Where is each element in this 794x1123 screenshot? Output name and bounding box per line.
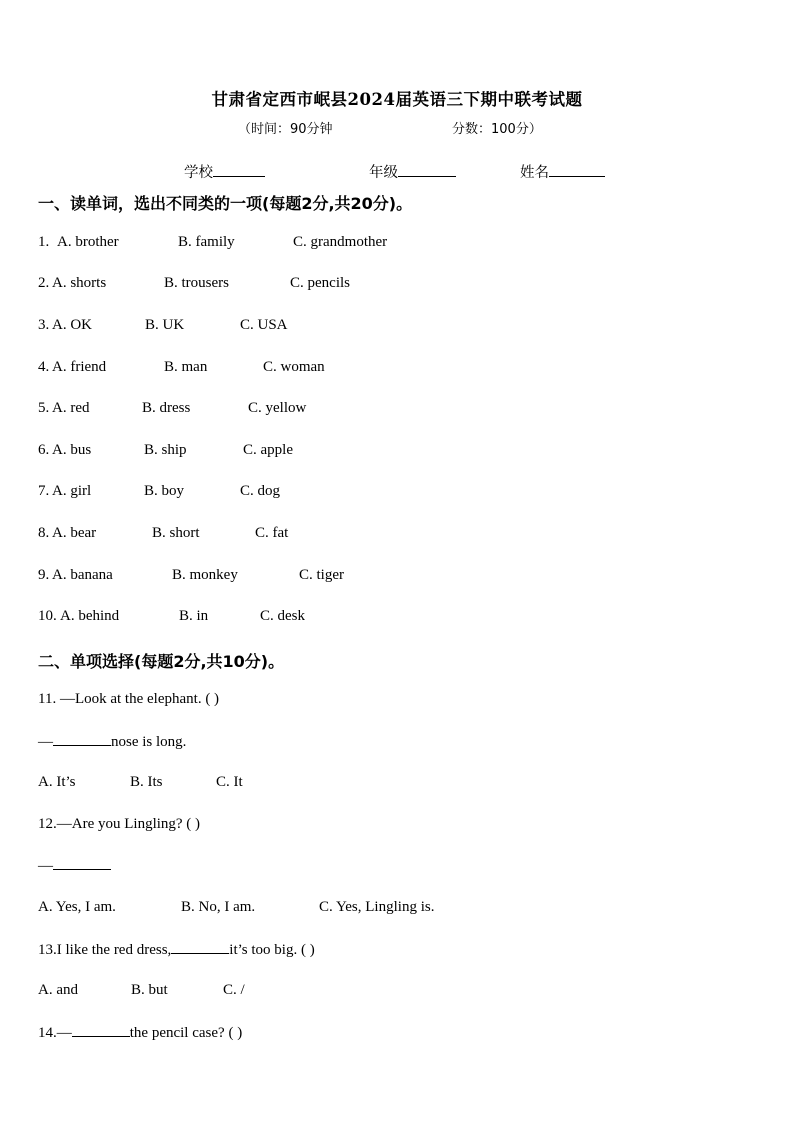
q4-option-b: B. man: [164, 359, 208, 375]
q13-option-c: C. /: [223, 982, 245, 998]
q10-option-b: B. in: [179, 608, 209, 624]
q11-option-c: C. It: [216, 774, 243, 790]
q3-number: 3.: [38, 317, 50, 333]
q13-stem-end: it’s too big. ( ): [229, 942, 315, 958]
q3-option-a: A. OK: [52, 317, 92, 333]
q14-stem-start: 14.—: [38, 1025, 72, 1041]
q10-number: 10.: [38, 608, 57, 624]
q8-option-a: A. bear: [52, 525, 97, 541]
q13-stem-start: 13.I like the red dress,: [38, 942, 172, 958]
q4-option-c: C. woman: [263, 359, 325, 375]
exam-score: 分数：100分）: [452, 122, 542, 137]
q4-option-a: A. friend: [52, 359, 107, 375]
q11-dash: —: [38, 734, 53, 750]
q1-option-c: C. grandmother: [293, 234, 388, 250]
q2-number: 2.: [38, 275, 50, 291]
q11-line-text: nose is long.: [111, 734, 187, 750]
q6-option-c: C. apple: [243, 442, 293, 458]
q12-blank[interactable]: [53, 857, 111, 870]
q8-option-b: B. short: [152, 525, 200, 541]
name-field: [520, 161, 605, 182]
q13-option-b: B. but: [131, 982, 168, 998]
q9-option-c: C. tiger: [299, 567, 344, 583]
q9-number: 9.: [38, 567, 50, 583]
page-title: 甘肃省定西市岷县2024届英语三下期中联考试题: [211, 90, 583, 109]
q6-option-a: A. bus: [52, 442, 92, 458]
q2-option-b: B. trousers: [164, 275, 229, 291]
q5-number: 5.: [38, 400, 50, 416]
q11-option-a: A. It’s: [38, 774, 76, 790]
q4-number: 4.: [38, 359, 50, 375]
q1-option-b: B. family: [178, 234, 235, 250]
q7-option-c: C. dog: [240, 483, 281, 499]
q2-option-c: C. pencils: [290, 275, 350, 291]
grade-field: [369, 161, 456, 182]
q7-option-b: B. boy: [144, 483, 185, 499]
grade-blank[interactable]: [398, 162, 456, 177]
q10-option-c: C. desk: [260, 608, 305, 624]
section1-heading: 一、读单词，选出不同类的一项(每题2分,共20分)。: [38, 194, 413, 213]
q11-blank[interactable]: [53, 733, 111, 746]
q7-option-a: A. girl: [52, 483, 92, 499]
exam-time: （时间：90分钟: [238, 122, 333, 137]
section2-heading: 二、单项选择(每题2分,共10分)。: [38, 652, 285, 671]
q13-stem: [38, 941, 315, 959]
q5-option-a: A. red: [52, 400, 90, 416]
q6-number: 6.: [38, 442, 50, 458]
q12-stem: 12.—Are you Lingling? ( ): [38, 816, 201, 832]
q7-number: 7.: [38, 483, 50, 499]
q3-option-c: C. USA: [240, 317, 288, 333]
q6-option-b: B. ship: [144, 442, 187, 458]
q12-answer-line: [38, 857, 111, 875]
name-blank[interactable]: [549, 162, 605, 177]
q14-stem-end: the pencil case? ( ): [129, 1025, 243, 1041]
q10-option-a: A. behind: [60, 608, 120, 624]
q13-blank[interactable]: [171, 941, 229, 954]
q12-option-b: B. No, I am.: [181, 899, 256, 915]
school-field: [184, 161, 265, 182]
q8-number: 8.: [38, 525, 50, 541]
q12-option-a: A. Yes, I am.: [38, 899, 116, 915]
q5-option-b: B. dress: [142, 400, 191, 416]
q12-dash: —: [38, 858, 53, 874]
school-label: 学校: [184, 165, 213, 181]
q11-answer-line: [38, 733, 186, 751]
school-blank[interactable]: [213, 162, 265, 177]
q8-option-c: C. fat: [255, 525, 289, 541]
q1-number: 1.: [38, 234, 50, 250]
q3-option-b: B. UK: [145, 317, 185, 333]
q2-option-a: A. shorts: [52, 275, 107, 291]
q14-stem: [38, 1024, 242, 1042]
q9-option-a: A. banana: [52, 567, 113, 583]
q5-option-c: C. yellow: [248, 400, 307, 416]
q14-blank[interactable]: [72, 1024, 130, 1037]
q11-stem: 11. —Look at the elephant. ( ): [38, 691, 220, 707]
q1-option-a: A. brother: [57, 234, 119, 250]
grade-label: 年级: [369, 165, 398, 181]
name-label: 姓名: [520, 165, 549, 181]
q11-option-b: B. Its: [130, 774, 163, 790]
q9-option-b: B. monkey: [172, 567, 238, 583]
q12-option-c: C. Yes, Lingling is.: [319, 899, 435, 915]
q13-option-a: A. and: [38, 982, 78, 998]
